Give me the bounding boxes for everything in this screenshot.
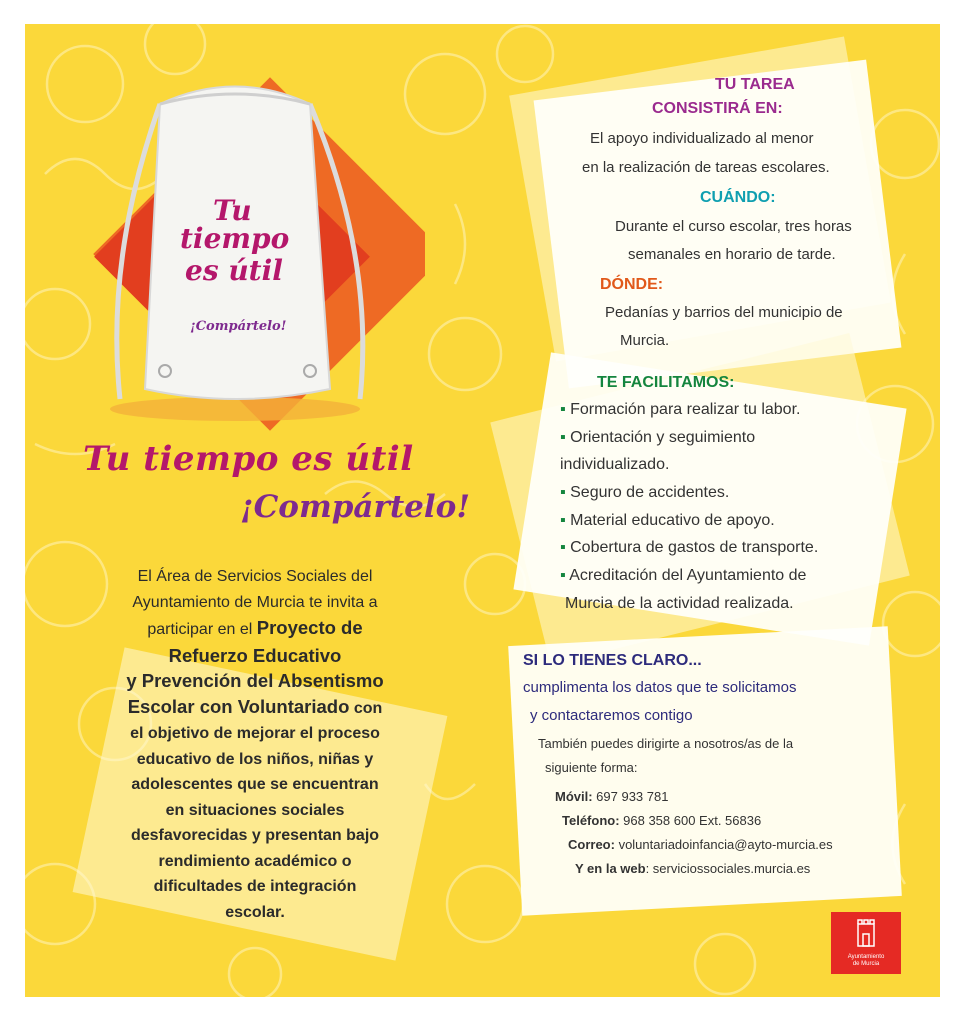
- facilitamos-item-text: Cobertura de gastos de transporte.: [570, 539, 819, 556]
- intro-line: [100, 772, 410, 798]
- bag-illustration: [65, 59, 425, 459]
- intro-line: [100, 798, 410, 824]
- intro-line: Ayuntamiento de Murcia te invita a: [132, 593, 378, 611]
- project-name: y Prevención del Absentismo: [126, 670, 384, 691]
- intro-bold: escolar.: [225, 903, 285, 921]
- donde-text: Murcia.: [620, 332, 670, 349]
- facilitamos-item: [560, 484, 729, 502]
- intro-line: [100, 643, 410, 669]
- project-name: Escolar con Voluntariado: [127, 695, 350, 717]
- facilitamos-item-cont: individualizado.: [560, 456, 670, 473]
- tarea-text: El apoyo individualizado al menor: [590, 130, 814, 147]
- intro-bold: el objetivo de mejorar el proceso: [130, 725, 380, 742]
- cuando-text: Durante el curso escolar, tres horas: [615, 218, 852, 235]
- facilitamos-item: [560, 567, 806, 585]
- bag-print-tu: Tu: [213, 194, 252, 227]
- donde-heading-text: DÓNDE: [600, 276, 658, 293]
- donde-text: Pedanías y barrios del municipio de: [605, 304, 843, 321]
- cuando-text: semanales en horario de tarde.: [628, 246, 836, 263]
- tarea-heading: TU TAREA: [715, 76, 795, 93]
- intro-line: [100, 849, 410, 875]
- contacto-telefono: [562, 813, 761, 828]
- cuando-heading: CUÁNDO:: [700, 189, 776, 206]
- tarea-text: en la realización de tareas escolares.: [582, 159, 830, 176]
- intro-line: [100, 900, 410, 926]
- intro-line: [100, 615, 410, 643]
- telefono-label: Teléfono:: [562, 813, 620, 828]
- intro-line: [100, 694, 410, 722]
- bullet-icon: ▪: [560, 567, 566, 584]
- correo-value: voluntariadoinfancia@ayto-murcia.es: [614, 837, 833, 852]
- poster: [25, 24, 940, 997]
- facilitamos-item: [560, 512, 775, 530]
- bullet-icon: ▪: [560, 484, 566, 501]
- movil-value: 697 933 781: [592, 789, 669, 804]
- contacto-web: [575, 861, 810, 876]
- logo-text: Ayuntamiento: [847, 954, 885, 960]
- intro-text-span: participar en el: [147, 621, 257, 638]
- intro-line: [100, 823, 410, 849]
- donde-heading: [600, 276, 663, 294]
- correo-label: Correo:: [568, 837, 615, 852]
- bullet-icon: ▪: [560, 539, 566, 556]
- logo-text: de Murcia: [852, 961, 880, 967]
- bag-print-tiempo: tiempo: [180, 222, 290, 255]
- contacto-text: y contactaremos contigo: [530, 707, 693, 724]
- donde-colon: :: [657, 276, 664, 293]
- telefono-value: 968 358 600 Ext. 56836: [619, 813, 762, 828]
- intro-line: [100, 668, 410, 694]
- facilitamos-item: [560, 429, 755, 447]
- ayuntamiento-logo: [831, 912, 901, 974]
- intro-bold: adolescentes que se encuentran: [131, 776, 379, 793]
- facilitamos-item-cont: Murcia de la actividad realizada.: [565, 595, 794, 612]
- intro-bold: rendimiento académico o: [158, 852, 352, 870]
- contacto-movil: [555, 789, 668, 804]
- movil-label: Móvil:: [555, 789, 593, 804]
- web-label: Y en la web: [575, 861, 646, 876]
- facilitamos-item-text: Seguro de accidentes.: [570, 484, 730, 501]
- intro-text: [100, 564, 410, 925]
- intro-line: [100, 747, 410, 773]
- project-name: Refuerzo Educativo: [168, 644, 342, 666]
- intro-bold: dificultades de integración: [153, 878, 357, 895]
- contacto-text: También puedes dirigirte a nosotros/as de la: [538, 736, 794, 751]
- bag-print-compartelo: ¡Compártelo!: [190, 319, 287, 334]
- bag-print-es-util: es útil: [185, 254, 283, 287]
- facilitamos-item-text: Formación para realizar tu labor.: [570, 401, 801, 418]
- contacto-heading: SI LO TIENES CLARO...: [523, 652, 702, 669]
- project-name: Proyecto de: [256, 617, 363, 638]
- facilitamos-item-text: Material educativo de apoyo.: [570, 512, 775, 529]
- bullet-icon: ▪: [560, 429, 566, 446]
- contacto-text: siguiente forma:: [545, 760, 638, 775]
- intro-bold: educativo de los niños, niñas y: [136, 750, 374, 768]
- web-value: : serviciossociales.murcia.es: [645, 861, 811, 876]
- contacto-correo: [568, 837, 833, 852]
- intro-bold: en situaciones sociales: [165, 801, 345, 819]
- facilitamos-heading: TE FACILITAMOS:: [597, 374, 735, 391]
- tarea-heading: CONSISTIRÁ EN:: [652, 100, 783, 117]
- castle-icon: [831, 912, 901, 952]
- facilitamos-item: [560, 539, 818, 557]
- facilitamos-item-text: Acreditación del Ayuntamiento de: [569, 567, 807, 584]
- headline-line2: ¡Compártelo!: [240, 489, 470, 525]
- intro-line: [100, 874, 410, 900]
- intro-bold: desfavorecidas y presentan bajo: [130, 827, 380, 844]
- facilitamos-item: [560, 401, 800, 419]
- bullet-icon: ▪: [560, 512, 566, 529]
- intro-line: [100, 721, 410, 747]
- facilitamos-item-text: Orientación y seguimiento: [570, 429, 756, 446]
- headline-line1: Tu tiempo es útil: [83, 439, 414, 479]
- contacto-text: cumplimenta los datos que te solicitamos: [523, 679, 797, 696]
- intro-line: El Área de Servicios Sociales del: [137, 568, 373, 585]
- bullet-icon: ▪: [560, 401, 566, 418]
- intro-text-span: con: [349, 699, 383, 717]
